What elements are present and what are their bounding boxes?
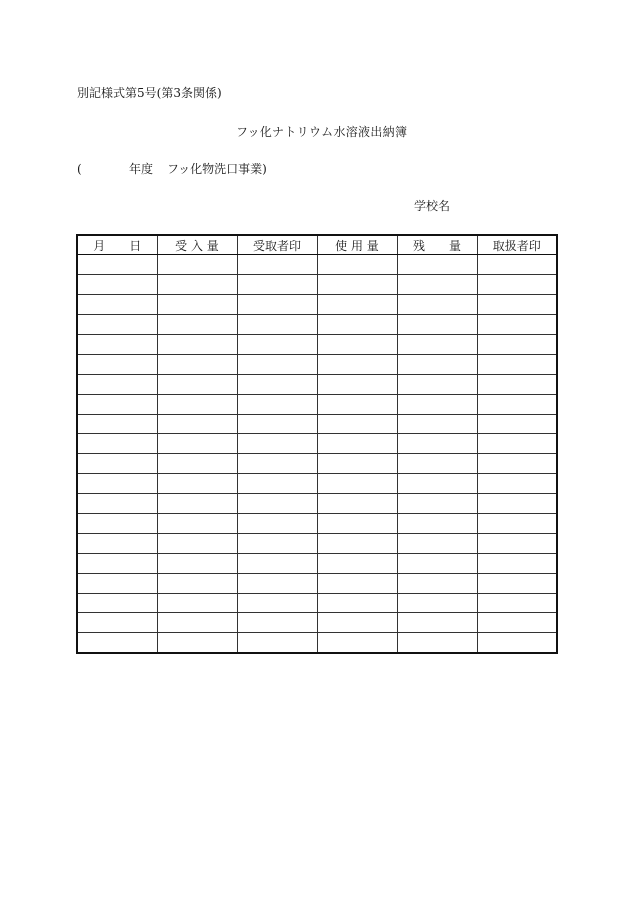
cell-recipient-seal[interactable] [237,354,317,374]
cell-handler-seal[interactable] [477,255,557,275]
table-row [77,573,557,593]
cell-used-amount[interactable] [317,474,397,494]
header-recipient-seal: 受取者印 [237,235,317,255]
table-row [77,334,557,354]
cell-used-amount[interactable] [317,533,397,553]
cell-recipient-seal[interactable] [237,633,317,653]
cell-handler-seal[interactable] [477,553,557,573]
cell-month-day[interactable] [77,613,157,633]
cell-used-amount[interactable] [317,494,397,514]
cell-used-amount[interactable] [317,255,397,275]
cell-remaining-amount[interactable] [397,295,477,315]
cell-received-amount[interactable] [157,494,237,514]
cell-remaining-amount[interactable] [397,354,477,374]
cell-remaining-amount[interactable] [397,414,477,434]
school-name-label: 学校名 [414,199,451,213]
header-received-amount: 受 入 量 [157,235,237,255]
header-handler-seal: 取扱者印 [477,235,557,255]
cell-received-amount[interactable] [157,573,237,593]
cell-month-day[interactable] [77,374,157,394]
cell-handler-seal[interactable] [477,613,557,633]
cell-remaining-amount[interactable] [397,593,477,613]
cell-recipient-seal[interactable] [237,414,317,434]
table-row [77,315,557,335]
cell-received-amount[interactable] [157,533,237,553]
cell-used-amount[interactable] [317,553,397,573]
cell-received-amount[interactable] [157,394,237,414]
header-month-day: 月 日 [77,235,157,255]
cell-handler-seal[interactable] [477,474,557,494]
cell-used-amount[interactable] [317,334,397,354]
cell-used-amount[interactable] [317,275,397,295]
cell-month-day[interactable] [77,454,157,474]
cell-recipient-seal[interactable] [237,374,317,394]
cell-handler-seal[interactable] [477,414,557,434]
cell-month-day[interactable] [77,434,157,454]
cell-remaining-amount[interactable] [397,334,477,354]
fiscal-paren-open: ( [77,162,82,176]
ledger-body [77,255,557,653]
cell-month-day[interactable] [77,494,157,514]
cell-received-amount[interactable] [157,513,237,533]
cell-received-amount[interactable] [157,613,237,633]
table-row [77,434,557,454]
cell-recipient-seal[interactable] [237,275,317,295]
cell-remaining-amount[interactable] [397,573,477,593]
table-row [77,295,557,315]
cell-used-amount[interactable] [317,593,397,613]
cell-month-day[interactable] [77,633,157,653]
table-row [77,275,557,295]
table-row [77,633,557,653]
table-row [77,354,557,374]
ledger-header-row [77,235,557,255]
cell-month-day[interactable] [77,295,157,315]
cell-recipient-seal[interactable] [237,513,317,533]
table-row [77,374,557,394]
cell-received-amount[interactable] [157,295,237,315]
cell-month-day[interactable] [77,474,157,494]
cell-recipient-seal[interactable] [237,394,317,414]
cell-recipient-seal[interactable] [237,315,317,335]
cell-received-amount[interactable] [157,434,237,454]
form-number: 別記様式第5号(第3条関係) [77,86,222,100]
cell-recipient-seal[interactable] [237,474,317,494]
cell-month-day[interactable] [77,513,157,533]
table-row [77,513,557,533]
cell-received-amount[interactable] [157,414,237,434]
header-used-amount: 使 用 量 [317,235,397,255]
cell-remaining-amount[interactable] [397,394,477,414]
cell-remaining-amount[interactable] [397,494,477,514]
cell-received-amount[interactable] [157,553,237,573]
cell-handler-seal[interactable] [477,633,557,653]
cell-recipient-seal[interactable] [237,533,317,553]
table-row [77,394,557,414]
cell-handler-seal[interactable] [477,533,557,553]
cell-remaining-amount[interactable] [397,513,477,533]
cell-remaining-amount[interactable] [397,275,477,295]
cell-received-amount[interactable] [157,593,237,613]
cell-handler-seal[interactable] [477,494,557,514]
cell-received-amount[interactable] [157,255,237,275]
cell-month-day[interactable] [77,275,157,295]
cell-handler-seal[interactable] [477,434,557,454]
cell-recipient-seal[interactable] [237,613,317,633]
cell-used-amount[interactable] [317,394,397,414]
cell-handler-seal[interactable] [477,573,557,593]
cell-handler-seal[interactable] [477,295,557,315]
cell-month-day[interactable] [77,533,157,553]
cell-remaining-amount[interactable] [397,613,477,633]
cell-month-day[interactable] [77,255,157,275]
table-row [77,474,557,494]
ledger-table [76,234,558,654]
document-title: フッ化ナトリウム水溶液出納簿 [236,125,408,139]
cell-remaining-amount[interactable] [397,315,477,335]
cell-month-day[interactable] [77,573,157,593]
cell-received-amount[interactable] [157,275,237,295]
cell-recipient-seal[interactable] [237,454,317,474]
program-name: フッ化物洗口事業) [167,162,267,176]
table-row [77,613,557,633]
cell-received-amount[interactable] [157,454,237,474]
table-row [77,454,557,474]
cell-recipient-seal[interactable] [237,255,317,275]
cell-remaining-amount[interactable] [397,255,477,275]
cell-used-amount[interactable] [317,434,397,454]
cell-remaining-amount[interactable] [397,454,477,474]
cell-month-day[interactable] [77,593,157,613]
cell-remaining-amount[interactable] [397,374,477,394]
cell-handler-seal[interactable] [477,454,557,474]
cell-received-amount[interactable] [157,633,237,653]
cell-month-day[interactable] [77,334,157,354]
cell-received-amount[interactable] [157,354,237,374]
cell-month-day[interactable] [77,553,157,573]
fiscal-year-line [77,160,267,177]
cell-recipient-seal[interactable] [237,593,317,613]
cell-used-amount[interactable] [317,315,397,335]
cell-recipient-seal[interactable] [237,334,317,354]
cell-used-amount[interactable] [317,633,397,653]
cell-received-amount[interactable] [157,334,237,354]
cell-recipient-seal[interactable] [237,553,317,573]
cell-month-day[interactable] [77,354,157,374]
cell-used-amount[interactable] [317,454,397,474]
cell-month-day[interactable] [77,394,157,414]
cell-used-amount[interactable] [317,414,397,434]
cell-recipient-seal[interactable] [237,494,317,514]
cell-handler-seal[interactable] [477,593,557,613]
cell-used-amount[interactable] [317,573,397,593]
cell-remaining-amount[interactable] [397,533,477,553]
header-remaining-amount: 残 量 [397,235,477,255]
cell-recipient-seal[interactable] [237,434,317,454]
cell-remaining-amount[interactable] [397,474,477,494]
cell-handler-seal[interactable] [477,275,557,295]
table-row [77,414,557,434]
table-row [77,255,557,275]
cell-received-amount[interactable] [157,474,237,494]
cell-remaining-amount[interactable] [397,434,477,454]
cell-used-amount[interactable] [317,374,397,394]
table-row [77,494,557,514]
table-row [77,553,557,573]
cell-handler-seal[interactable] [477,513,557,533]
cell-handler-seal[interactable] [477,334,557,354]
cell-recipient-seal[interactable] [237,295,317,315]
cell-received-amount[interactable] [157,374,237,394]
cell-used-amount[interactable] [317,613,397,633]
cell-received-amount[interactable] [157,315,237,335]
cell-handler-seal[interactable] [477,394,557,414]
cell-remaining-amount[interactable] [397,633,477,653]
fiscal-year-label: 年度 [129,162,154,176]
cell-handler-seal[interactable] [477,315,557,335]
cell-used-amount[interactable] [317,354,397,374]
cell-handler-seal[interactable] [477,374,557,394]
cell-used-amount[interactable] [317,295,397,315]
cell-remaining-amount[interactable] [397,553,477,573]
cell-month-day[interactable] [77,414,157,434]
cell-month-day[interactable] [77,315,157,335]
table-row [77,533,557,553]
table-row [77,593,557,613]
cell-used-amount[interactable] [317,513,397,533]
cell-recipient-seal[interactable] [237,573,317,593]
cell-handler-seal[interactable] [477,354,557,374]
